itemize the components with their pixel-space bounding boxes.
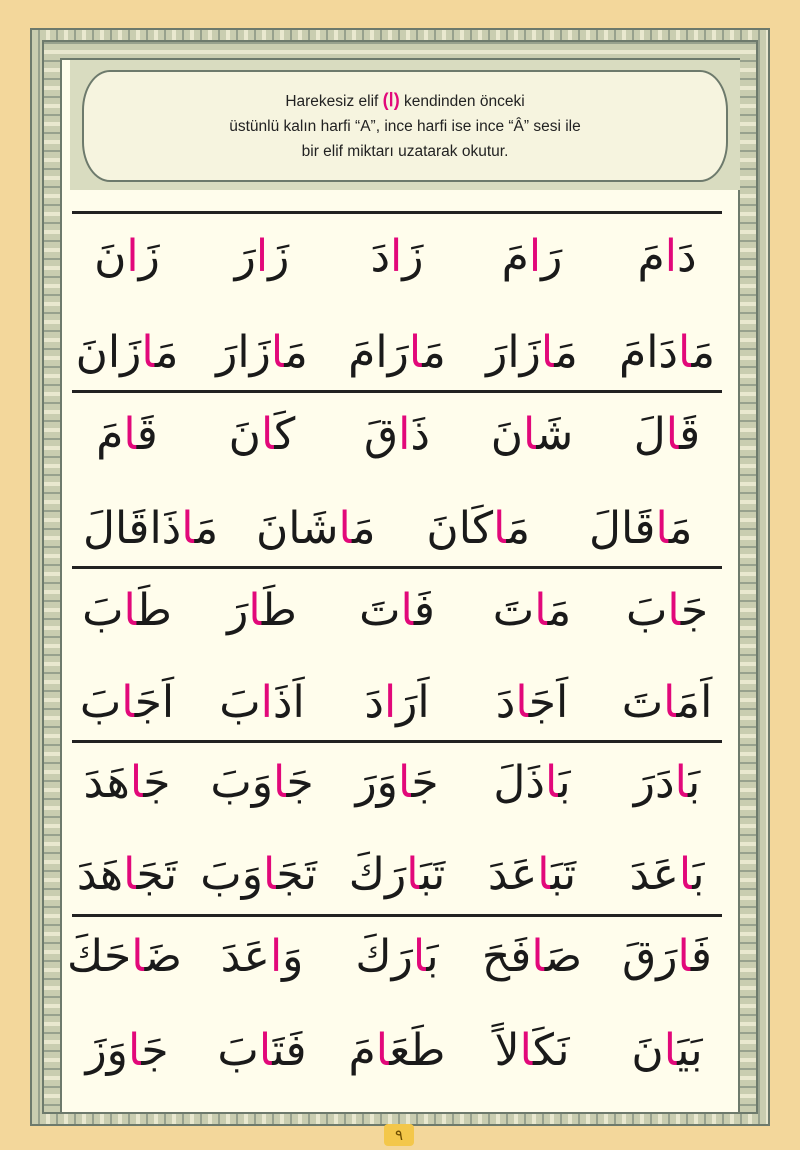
word-prefix: جَ bbox=[286, 757, 314, 808]
arabic-word bbox=[200, 840, 317, 910]
word-prefix: بَ bbox=[558, 757, 571, 808]
word-suffix: نَ bbox=[228, 409, 261, 460]
word-suffix: بَ bbox=[79, 677, 122, 728]
arabic-word bbox=[342, 840, 452, 910]
word-suffix: مَ bbox=[501, 231, 529, 282]
word-row bbox=[66, 922, 722, 992]
word-suffix: كَانَ bbox=[426, 503, 494, 554]
word-suffix: شَانَ bbox=[255, 503, 339, 554]
highlighted-alif: ا bbox=[260, 677, 273, 728]
highlighted-alif: ا bbox=[678, 327, 692, 378]
arabic-word bbox=[612, 400, 722, 470]
arabic-word bbox=[477, 222, 587, 292]
arabic-word bbox=[72, 222, 182, 292]
arabic-word bbox=[207, 922, 317, 992]
highlighted-alif: ا bbox=[664, 231, 677, 282]
highlighted-alif: ا bbox=[534, 585, 548, 636]
word-prefix: طَ bbox=[261, 585, 297, 636]
highlighted-alif: ا bbox=[523, 409, 537, 460]
arabic-word bbox=[612, 318, 722, 388]
highlighted-alif: ا bbox=[412, 931, 427, 982]
arabic-word bbox=[66, 922, 182, 992]
arabic-word bbox=[83, 494, 219, 564]
word-prefix: مَ bbox=[422, 327, 446, 378]
word-suffix: رَامَ bbox=[348, 327, 409, 378]
word-suffix: بَ bbox=[217, 1025, 259, 1076]
highlighted-alif: ا bbox=[537, 849, 551, 900]
word-suffix: بَ bbox=[625, 585, 668, 636]
word-prefix: جَ bbox=[143, 757, 171, 808]
word-suffix: وَرَ bbox=[355, 757, 398, 808]
word-suffix: هَدَ bbox=[76, 849, 124, 900]
word-prefix: مَ bbox=[506, 503, 531, 554]
word-suffix: فَحَ bbox=[481, 931, 532, 982]
word-suffix: حَكَ bbox=[66, 931, 132, 982]
highlighted-alif: ا bbox=[255, 231, 269, 282]
word-suffix: وَبَ bbox=[210, 757, 274, 808]
arabic-word bbox=[207, 400, 317, 470]
arabic-word bbox=[342, 318, 452, 388]
word-row bbox=[72, 576, 722, 646]
arabic-word bbox=[342, 222, 452, 292]
word-suffix: بَ bbox=[82, 585, 124, 636]
word-prefix: تَجَ bbox=[276, 849, 317, 900]
word-prefix: تَجَ bbox=[136, 849, 178, 900]
word-prefix: دَ bbox=[676, 231, 697, 282]
word-prefix: وَ bbox=[282, 931, 304, 982]
word-suffix: دَ bbox=[495, 677, 516, 728]
word-suffix: نَ bbox=[631, 1025, 664, 1076]
highlighted-alif: ا bbox=[408, 327, 423, 378]
highlighted-alif: ا bbox=[406, 849, 420, 900]
highlighted-alif: ا bbox=[141, 327, 155, 378]
arabic-word bbox=[207, 1016, 317, 1086]
word-prefix: زَ bbox=[268, 231, 290, 282]
word-prefix: جَ bbox=[141, 1025, 169, 1076]
arabic-word bbox=[207, 222, 317, 292]
word-suffix: ذَاقَالَ bbox=[83, 503, 182, 554]
highlighted-alif: ا bbox=[129, 757, 144, 808]
highlighted-alif: ا bbox=[383, 677, 397, 728]
word-suffix: قَ bbox=[364, 409, 399, 460]
highlighted-alif: ا bbox=[674, 757, 688, 808]
word-suffix: رَكَ bbox=[355, 931, 413, 982]
arabic-word bbox=[477, 748, 587, 818]
highlighted-alif: ا bbox=[131, 931, 145, 982]
word-prefix: كَ bbox=[274, 409, 296, 460]
word-prefix: نَكَ bbox=[532, 1025, 570, 1076]
highlighted-alif: ا bbox=[493, 503, 507, 554]
word-prefix: اَمَ bbox=[676, 677, 713, 728]
arabic-word bbox=[342, 922, 452, 992]
word-prefix: بَ bbox=[688, 757, 701, 808]
arabic-word bbox=[251, 494, 381, 564]
highlighted-alif: ا bbox=[375, 1025, 390, 1076]
arabic-word bbox=[477, 318, 587, 388]
highlighted-alif: ا bbox=[258, 1025, 273, 1076]
word-suffix: لَ bbox=[633, 409, 666, 460]
word-suffix: نَ bbox=[490, 409, 524, 460]
word-suffix: وَبَ bbox=[200, 849, 263, 900]
arabic-word bbox=[612, 748, 722, 818]
word-prefix: اَجَ bbox=[134, 677, 175, 728]
word-suffix: هَدَ bbox=[83, 757, 130, 808]
word-suffix: لاً bbox=[494, 1025, 520, 1076]
word-suffix: رَ bbox=[234, 231, 256, 282]
arabic-word bbox=[342, 1016, 452, 1086]
highlighted-alif: ا bbox=[528, 231, 542, 282]
highlighted-alif: ا bbox=[121, 677, 135, 728]
page-number: ٩ bbox=[384, 1124, 414, 1146]
word-prefix: زَ bbox=[138, 231, 160, 282]
word-prefix: فَ bbox=[413, 585, 435, 636]
word-prefix: بَيَ bbox=[677, 1025, 703, 1076]
instruction-line-1-end: kendinden önceki bbox=[404, 93, 525, 110]
highlighted-alif: ا bbox=[531, 931, 545, 982]
word-suffix: رَكَ bbox=[348, 849, 407, 900]
highlighted-alif: ا bbox=[269, 931, 283, 982]
highlighted-alif: ا bbox=[338, 503, 352, 554]
arabic-word bbox=[612, 668, 722, 738]
arabic-word bbox=[612, 1016, 722, 1086]
word-prefix: قَ bbox=[679, 409, 701, 460]
alif-symbol: (ا) bbox=[382, 90, 400, 110]
section-divider bbox=[72, 390, 722, 393]
highlighted-alif: ا bbox=[126, 231, 139, 282]
word-prefix: مَ bbox=[194, 503, 219, 554]
word-suffix: عَدَ bbox=[487, 849, 538, 900]
highlighted-alif: ا bbox=[397, 757, 412, 808]
arabic-word bbox=[342, 400, 452, 470]
arabic-word bbox=[207, 668, 317, 738]
word-prefix: تَبَ bbox=[419, 849, 446, 900]
word-prefix: مَ bbox=[154, 327, 179, 378]
word-prefix: مَ bbox=[691, 327, 716, 378]
word-suffix: دَ bbox=[370, 231, 391, 282]
word-suffix: زَارَ bbox=[486, 327, 541, 378]
highlighted-alif: ا bbox=[123, 849, 137, 900]
word-suffix: تَ bbox=[492, 585, 535, 636]
word-suffix: مَ bbox=[96, 409, 124, 460]
highlighted-alif: ا bbox=[390, 231, 403, 282]
highlighted-alif: ا bbox=[677, 931, 691, 982]
highlighted-alif: ا bbox=[400, 585, 414, 636]
arabic-word bbox=[207, 318, 317, 388]
word-suffix: بَ bbox=[219, 677, 261, 728]
instruction-line-1 bbox=[140, 88, 670, 114]
arabic-word bbox=[72, 400, 182, 470]
arabic-word bbox=[342, 668, 452, 738]
arabic-word bbox=[207, 576, 317, 646]
arabic-word bbox=[342, 576, 452, 646]
word-suffix: دَامَ bbox=[618, 327, 679, 378]
word-prefix: زَ bbox=[402, 231, 424, 282]
highlighted-alif: ا bbox=[678, 849, 693, 900]
highlighted-alif: ا bbox=[123, 409, 137, 460]
highlighted-alif: ا bbox=[273, 757, 287, 808]
section-divider bbox=[72, 211, 722, 214]
arabic-word bbox=[72, 748, 182, 818]
highlighted-alif: ا bbox=[544, 757, 559, 808]
word-prefix: مَ bbox=[351, 503, 376, 554]
word-suffix: مَ bbox=[637, 231, 665, 282]
arabic-word bbox=[72, 318, 182, 388]
arabic-word bbox=[342, 748, 452, 818]
arabic-word bbox=[612, 922, 722, 992]
highlighted-alif: ا bbox=[663, 1025, 678, 1076]
highlighted-alif: ا bbox=[519, 1025, 533, 1076]
word-prefix: تَبَ bbox=[550, 849, 577, 900]
word-prefix: مَ bbox=[547, 585, 572, 636]
instruction-line-2: üstünlü kalın harfi “A”, ince harfi ise ince “Â” sesi ile bbox=[229, 118, 581, 135]
word-prefix: اَرَ bbox=[396, 677, 430, 728]
section-divider bbox=[72, 740, 722, 743]
arabic-word bbox=[477, 840, 587, 910]
word-suffix: رَ bbox=[227, 585, 249, 636]
arabic-word bbox=[612, 222, 722, 292]
word-row bbox=[72, 748, 722, 818]
highlighted-alif: ا bbox=[260, 409, 275, 460]
highlighted-alif: ا bbox=[398, 409, 411, 460]
word-suffix: نَ bbox=[94, 231, 127, 282]
word-prefix: شَ bbox=[536, 409, 574, 460]
highlighted-alif: ا bbox=[181, 503, 195, 554]
highlighted-alif: ا bbox=[540, 327, 555, 378]
word-prefix: طَعَ bbox=[389, 1025, 446, 1076]
instruction-line-3: bir elif miktarı uzatarak okutur. bbox=[301, 143, 509, 160]
highlighted-alif: ا bbox=[262, 849, 277, 900]
highlighted-alif: ا bbox=[123, 585, 137, 636]
arabic-word bbox=[612, 576, 722, 646]
arabic-word bbox=[413, 494, 543, 564]
word-suffix: دَرَ bbox=[633, 757, 675, 808]
word-prefix: صَ bbox=[544, 931, 583, 982]
instruction-note bbox=[140, 88, 670, 164]
arabic-word bbox=[207, 748, 317, 818]
arabic-word bbox=[576, 494, 706, 564]
word-row bbox=[72, 494, 722, 564]
arabic-word bbox=[477, 1016, 587, 1086]
word-suffix: رَقَ bbox=[622, 931, 678, 982]
word-prefix: جَ bbox=[411, 757, 439, 808]
word-prefix: فَ bbox=[690, 931, 712, 982]
word-suffix: عَدَ bbox=[629, 849, 679, 900]
highlighted-alif: ا bbox=[667, 585, 681, 636]
highlighted-alif: ا bbox=[663, 677, 677, 728]
arabic-word bbox=[72, 1016, 182, 1086]
word-row bbox=[72, 668, 722, 738]
word-prefix: رَ bbox=[541, 231, 563, 282]
word-prefix: جَ bbox=[680, 585, 709, 636]
word-prefix: اَجَ bbox=[528, 677, 569, 728]
word-suffix: زَانَ bbox=[75, 327, 142, 378]
word-prefix: مَ bbox=[554, 327, 578, 378]
arabic-word bbox=[477, 576, 587, 646]
word-suffix: تَ bbox=[621, 677, 664, 728]
highlighted-alif: ا bbox=[665, 409, 680, 460]
word-suffix: دَ bbox=[364, 677, 384, 728]
word-prefix: ضَ bbox=[144, 931, 182, 982]
word-prefix: مَ bbox=[284, 327, 308, 378]
word-prefix: بَ bbox=[692, 849, 705, 900]
word-prefix: بَ bbox=[426, 931, 439, 982]
arabic-word bbox=[477, 668, 587, 738]
word-suffix: ذَلَ bbox=[493, 757, 545, 808]
word-row bbox=[72, 400, 722, 470]
section-divider bbox=[72, 566, 722, 569]
highlighted-alif: ا bbox=[270, 327, 285, 378]
highlighted-alif: ا bbox=[248, 585, 262, 636]
arabic-word bbox=[477, 400, 587, 470]
word-prefix: ذَ bbox=[410, 409, 430, 460]
word-prefix: فَتَ bbox=[272, 1025, 307, 1076]
arabic-word bbox=[612, 840, 722, 910]
word-prefix: اَذَ bbox=[272, 677, 305, 728]
word-row bbox=[72, 840, 722, 910]
arabic-word bbox=[72, 576, 182, 646]
arabic-word bbox=[72, 668, 182, 738]
word-suffix: تَ bbox=[359, 585, 401, 636]
word-row bbox=[72, 1016, 722, 1086]
arabic-word bbox=[72, 840, 182, 910]
section-divider bbox=[72, 914, 722, 917]
highlighted-alif: ا bbox=[127, 1025, 142, 1076]
word-suffix: مَ bbox=[348, 1025, 376, 1076]
word-prefix: طَ bbox=[136, 585, 172, 636]
highlighted-alif: ا bbox=[655, 503, 669, 554]
word-suffix: وَزَ bbox=[85, 1025, 128, 1076]
word-suffix: قَالَ bbox=[589, 503, 656, 554]
arabic-word bbox=[477, 922, 587, 992]
word-row bbox=[72, 318, 722, 388]
word-prefix: قَ bbox=[136, 409, 158, 460]
word-suffix: زَارَ bbox=[216, 327, 271, 378]
word-prefix: مَ bbox=[668, 503, 693, 554]
instruction-line-1-start: Harekesiz elif bbox=[285, 93, 379, 110]
word-row bbox=[72, 222, 722, 292]
word-suffix: عَدَ bbox=[220, 931, 270, 982]
highlighted-alif: ا bbox=[515, 677, 529, 728]
